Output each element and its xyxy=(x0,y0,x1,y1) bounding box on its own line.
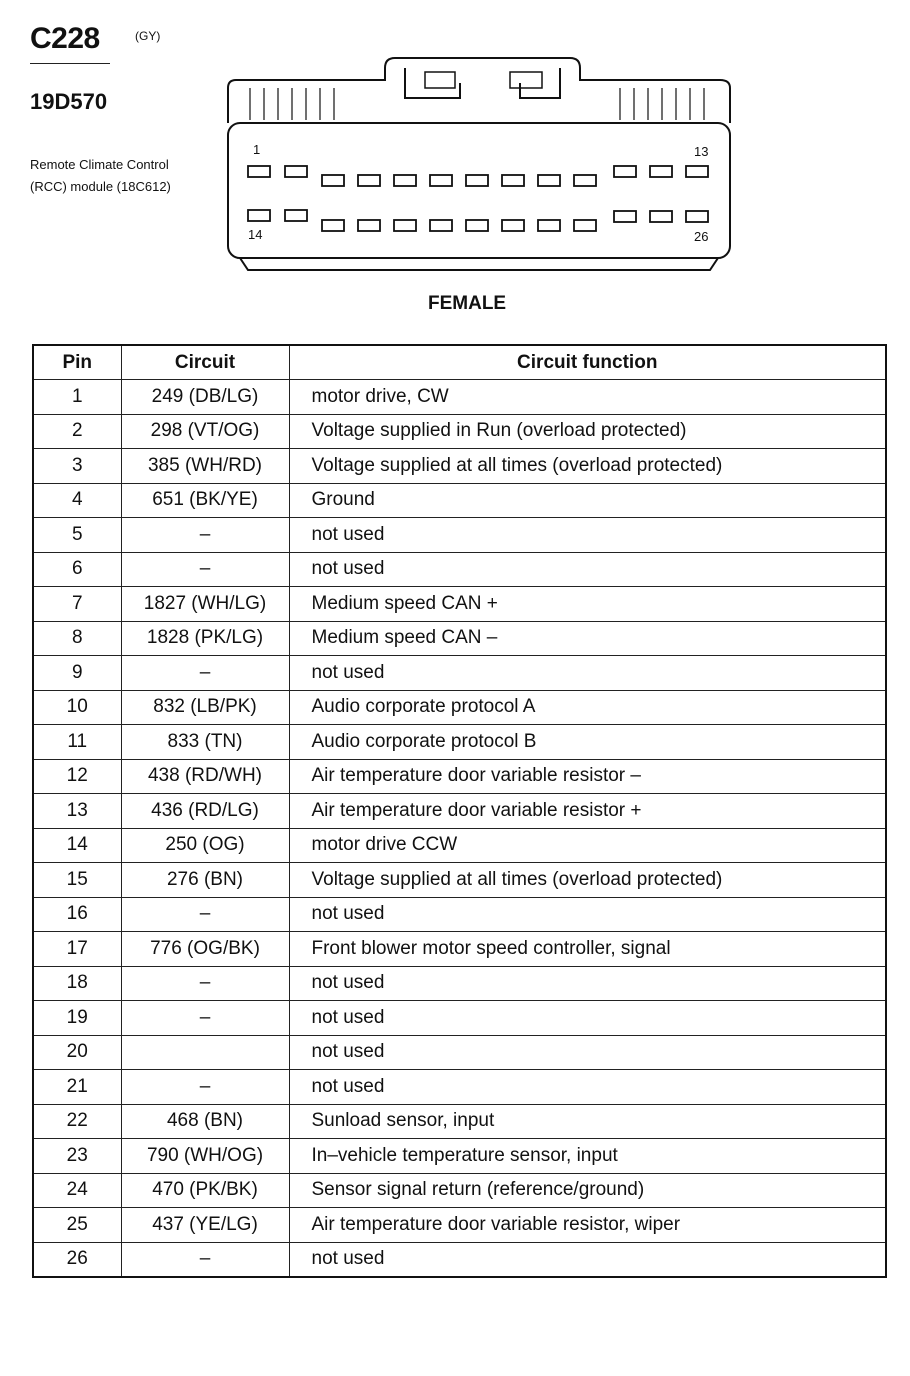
connector-id: C228 xyxy=(30,22,100,55)
pin-label-26: 26 xyxy=(694,229,709,244)
function-cell: Air temperature door variable resistor + xyxy=(289,794,886,829)
table-row xyxy=(33,1001,886,1036)
function-cell: Audio corporate protocol B xyxy=(289,725,886,760)
function-cell: not used xyxy=(289,656,886,691)
table-row xyxy=(33,863,886,898)
pin-cell: 26 xyxy=(33,1242,121,1277)
pin-cell: 20 xyxy=(33,1035,121,1070)
table-row xyxy=(33,1208,886,1243)
table-row xyxy=(33,483,886,518)
col-header-function: Circuit function xyxy=(289,345,886,380)
pin-cell: 16 xyxy=(33,897,121,932)
pin-cell: 15 xyxy=(33,863,121,898)
table-row xyxy=(33,690,886,725)
function-cell: Ground xyxy=(289,483,886,518)
connector-id-underline xyxy=(30,63,110,64)
circuit-cell: 1828 (PK/LG) xyxy=(121,621,289,656)
table-row xyxy=(33,1035,886,1070)
pin-cell: 10 xyxy=(33,690,121,725)
circuit-cell: 436 (RD/LG) xyxy=(121,794,289,829)
pin-cell: 19 xyxy=(33,1001,121,1036)
part-number: 19D570 xyxy=(30,89,108,114)
pin-cell: 17 xyxy=(33,932,121,967)
pin-label-1: 1 xyxy=(253,142,261,157)
pin-label-14: 14 xyxy=(248,227,263,242)
pin-cell: 12 xyxy=(33,759,121,794)
function-cell: not used xyxy=(289,1035,886,1070)
function-cell: not used xyxy=(289,966,886,1001)
table-row xyxy=(33,656,886,691)
table-row xyxy=(33,518,886,553)
circuit-cell: 1827 (WH/LG) xyxy=(121,587,289,622)
table-row xyxy=(33,621,886,656)
pin-cell: 1 xyxy=(33,380,121,415)
circuit-cell: – xyxy=(121,518,289,553)
table-row xyxy=(33,449,886,484)
function-cell: Medium speed CAN + xyxy=(289,587,886,622)
circuit-cell: 470 (PK/BK) xyxy=(121,1173,289,1208)
circuit-cell: 298 (VT/OG) xyxy=(121,414,289,449)
pin-cell: 9 xyxy=(33,656,121,691)
table-row xyxy=(33,1070,886,1105)
function-cell: not used xyxy=(289,1070,886,1105)
pin-cell: 21 xyxy=(33,1070,121,1105)
function-cell: Air temperature door variable resistor, wiper xyxy=(289,1208,886,1243)
pin-cell: 23 xyxy=(33,1139,121,1174)
function-cell: Medium speed CAN – xyxy=(289,621,886,656)
circuit-cell: – xyxy=(121,897,289,932)
pin-label-13: 13 xyxy=(694,144,709,159)
connector-color: (GY) xyxy=(135,29,161,43)
circuit-cell: 468 (BN) xyxy=(121,1104,289,1139)
pin-cell: 4 xyxy=(33,483,121,518)
table-row xyxy=(33,794,886,829)
pin-cell: 7 xyxy=(33,587,121,622)
circuit-cell: – xyxy=(121,656,289,691)
table-row xyxy=(33,932,886,967)
pin-cell: 22 xyxy=(33,1104,121,1139)
function-cell: Voltage supplied at all times (overload protected) xyxy=(289,863,886,898)
function-cell: Voltage supplied at all times (overload protected) xyxy=(289,449,886,484)
table-row xyxy=(33,380,886,415)
circuit-cell: – xyxy=(121,966,289,1001)
table-row xyxy=(33,828,886,863)
function-cell: not used xyxy=(289,1001,886,1036)
table-row xyxy=(33,1104,886,1139)
circuit-cell: 832 (LB/PK) xyxy=(121,690,289,725)
pin-cell: 24 xyxy=(33,1173,121,1208)
pin-cell: 8 xyxy=(33,621,121,656)
pinout-table xyxy=(32,344,887,1278)
circuit-cell: 437 (YE/LG) xyxy=(121,1208,289,1243)
table-row xyxy=(33,1173,886,1208)
circuit-cell: 249 (DB/LG) xyxy=(121,380,289,415)
circuit-cell: – xyxy=(121,1001,289,1036)
table-row xyxy=(33,552,886,587)
circuit-cell: 250 (OG) xyxy=(121,828,289,863)
function-cell: motor drive CCW xyxy=(289,828,886,863)
circuit-cell: 385 (WH/RD) xyxy=(121,449,289,484)
function-cell: Front blower motor speed controller, signal xyxy=(289,932,886,967)
circuit-cell: 833 (TN) xyxy=(121,725,289,760)
col-header-pin: Pin xyxy=(33,345,121,380)
circuit-cell: – xyxy=(121,1070,289,1105)
table-row xyxy=(33,725,886,760)
circuit-cell: 776 (OG/BK) xyxy=(121,932,289,967)
module-description: Remote Climate Control (RCC) module (18C612) xyxy=(30,157,171,194)
function-cell: Sunload sensor, input xyxy=(289,1104,886,1139)
pin-cell: 14 xyxy=(33,828,121,863)
pin-cell: 11 xyxy=(33,725,121,760)
pin-cell: 3 xyxy=(33,449,121,484)
circuit-cell: 438 (RD/WH) xyxy=(121,759,289,794)
connector-face-diagram xyxy=(220,48,740,278)
function-cell: In–vehicle temperature sensor, input xyxy=(289,1139,886,1174)
pin-cell: 13 xyxy=(33,794,121,829)
table-row xyxy=(33,759,886,794)
circuit-cell xyxy=(121,1035,289,1070)
function-cell: not used xyxy=(289,518,886,553)
table-header-row xyxy=(33,345,886,380)
table-row xyxy=(33,587,886,622)
circuit-cell: 276 (BN) xyxy=(121,863,289,898)
function-cell: motor drive, CW xyxy=(289,380,886,415)
circuit-cell: – xyxy=(121,1242,289,1277)
circuit-cell: – xyxy=(121,552,289,587)
pin-cell: 18 xyxy=(33,966,121,1001)
function-cell: Sensor signal return (reference/ground) xyxy=(289,1173,886,1208)
connector-gender: FEMALE xyxy=(428,293,507,314)
pin-cell: 25 xyxy=(33,1208,121,1243)
table-row xyxy=(33,1139,886,1174)
table-row xyxy=(33,414,886,449)
table-row xyxy=(33,966,886,1001)
table-row xyxy=(33,897,886,932)
function-cell: not used xyxy=(289,552,886,587)
function-cell: not used xyxy=(289,897,886,932)
col-header-circuit: Circuit xyxy=(121,345,289,380)
function-cell: not used xyxy=(289,1242,886,1277)
function-cell: Audio corporate protocol A xyxy=(289,690,886,725)
circuit-cell: 651 (BK/YE) xyxy=(121,483,289,518)
function-cell: Voltage supplied in Run (overload protected) xyxy=(289,414,886,449)
pin-cell: 6 xyxy=(33,552,121,587)
table-row xyxy=(33,1242,886,1277)
pin-cell: 5 xyxy=(33,518,121,553)
pin-cell: 2 xyxy=(33,414,121,449)
circuit-cell: 790 (WH/OG) xyxy=(121,1139,289,1174)
function-cell: Air temperature door variable resistor – xyxy=(289,759,886,794)
